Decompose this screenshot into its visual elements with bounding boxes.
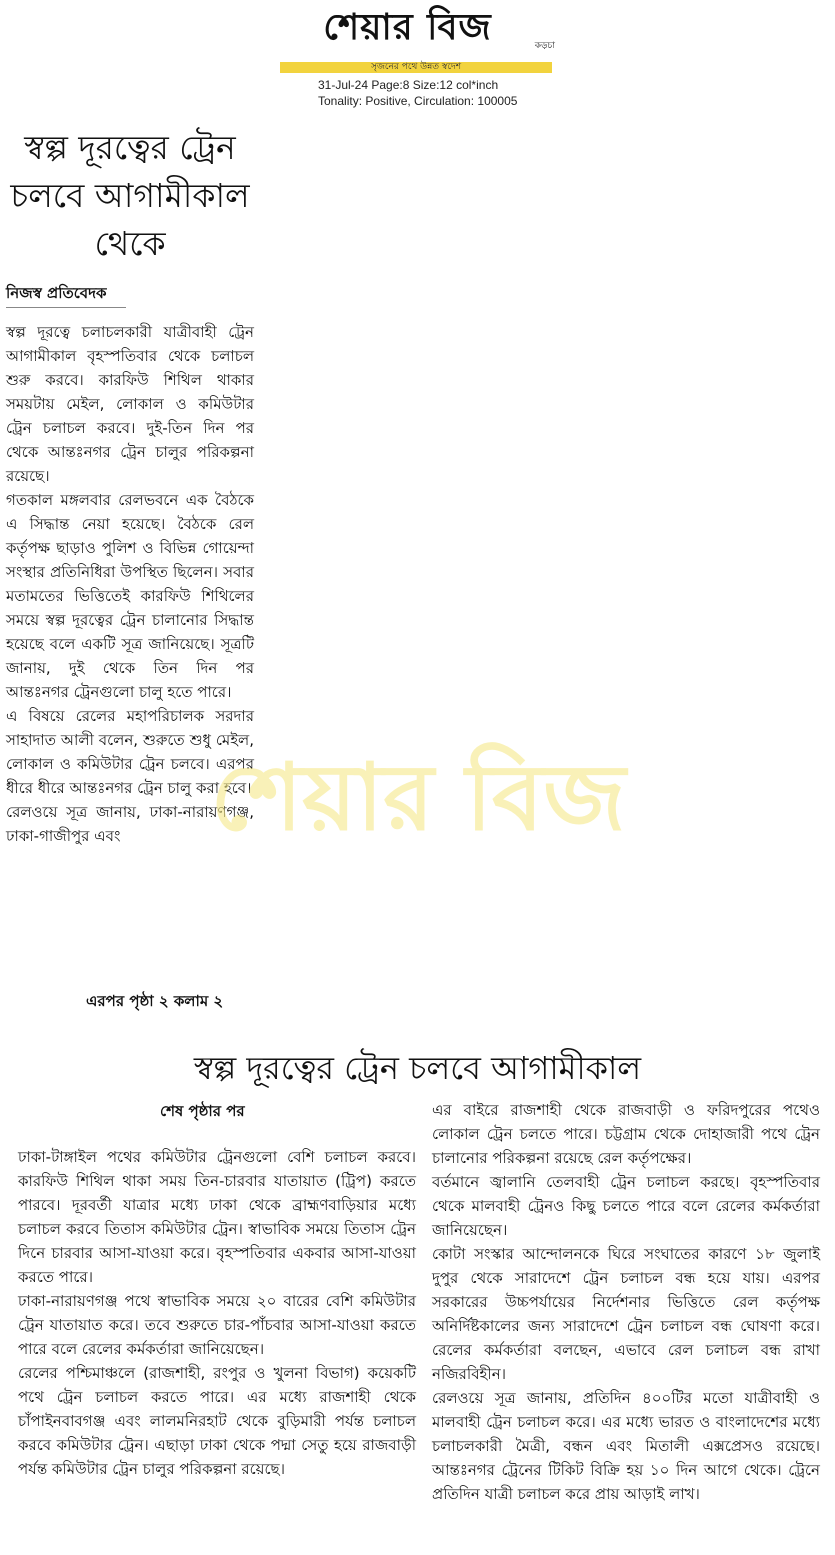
watermark-logo: শেয়ার বিজ	[210, 744, 626, 851]
clip-metadata	[318, 77, 517, 109]
article-body	[6, 320, 254, 848]
article-paragraph: গতকাল মঙ্গলবার রেলভবনে এক বৈঠকে এ সিদ্ধান্ত নেয়া হয়েছে। বৈঠকে রেল কর্তৃপক্ষ ছাড়াও পুলিশ ও বিভিন্ন গোয়েন্দা সংস্থার প্রতিনিধিরা উপস্থিত ছিলেন। সবার মতামতের ভিত্তিতেই কারফিউ শিথিলের সময়ে স্বল্প দূরত্বের ট্রেন চালানোর সিদ্ধান্ত হয়েছে বলে একটি সূত্র জানিয়েছে। সূত্রটি জানায়, দুই থেকে তিন দিন পর আন্তঃনগর ট্রেনগুলো চালু হতে পারে।	[6, 491, 254, 701]
continued-paragraph: এর বাইরে রাজশাহী থেকে রাজবাড়ী ও ফরিদপুরের পথেও লোকাল ট্রেন চলতে পারে। চট্টগ্রাম থেকে দোহাজারী পথে ট্রেন চালানোর পরিকল্পনা রয়েছে রেল কর্তৃপক্ষের।	[432, 1101, 820, 1167]
article-paragraph: স্বল্প দূরত্বে চলাচলকারী যাত্রীবাহী ট্রেন আগামীকাল বৃহস্পতিবার থেকে চলাচল শুরু করবে। কারফিউ শিথিল থাকার সময়টায় মেইল, লোকাল ও কমিউটার ট্রেন চলাচল করবে। দুই-তিন দিন পর থেকে আন্তঃনগর ট্রেন চালুর পরিকল্পনা রয়েছে।	[6, 323, 254, 485]
article-paragraph: এ বিষয়ে রেলের মহাপরিচালক সরদার সাহাদাত আলী বলেন, শুরুতে শুধু মেইল, লোকাল ও কমিউটার ট্রেন চলবে। এরপর ধীরে ধীরে আন্তঃনগর ট্রেন চালু করা হবে।	[6, 707, 254, 797]
continued-paragraph: বর্তমানে জ্বালানি তেলবাহী ট্রেন চলাচল করছে। বৃহস্পতিবার থেকে মালবাহী ট্রেনও কিছু চলতে পারে বলে রেলের কর্মকর্তারা জানিয়েছেন।	[432, 1173, 820, 1239]
continuation-note: এরপর পৃষ্ঠা ২ কলাম ২	[86, 992, 224, 1010]
byline-divider	[6, 307, 126, 308]
continued-from-label: শেষ পৃষ্ঠার পর	[160, 1102, 245, 1120]
continued-right-column	[432, 1098, 820, 1506]
continued-paragraph: রেলের পশ্চিমাঞ্চলে (রাজশাহী, রংপুর ও খুলনা বিভাগ) কয়েকটি পথে ট্রেন চলাচল করতে পারে। এর মধ্যে রাজশাহী থেকে চাঁপাইনবাবগঞ্জ এবং লালমনিরহাট থেকে বুড়িমারী পর্যন্ত চলাচল করবে কমিউটার ট্রেন। এছাড়া ঢাকা থেকে পদ্মা সেতু হয়ে রাজবাড়ী পর্যন্ত কমিউটার ট্রেন চালুর পরিকল্পনা রয়েছে।	[18, 1364, 416, 1478]
clip-meta-line-1: 31-Jul-24 Page:8 Size:12 col*inch	[318, 78, 499, 92]
article-headline: স্বল্প দূরত্বের ট্রেন চলবে আগামীকাল থেকে	[10, 128, 250, 263]
byline: নিজস্ব প্রতিবেদক	[6, 284, 107, 302]
continued-paragraph: ঢাকা-টাঙ্গাইল পথের কমিউটার ট্রেনগুলো বেশি চলাচল করবে। কারফিউ শিথিল থাকা সময় তিন-চারবার যাতায়াত (ট্রিপ) করতে পারবে। দূরবর্তী যাত্রার মধ্যে ঢাকা থেকে ব্রাহ্মণবাড়িয়ার মধ্যে চলাচল করবে তিতাস কমিউটার ট্রেন। স্বাভাবিক সময়ে তিতাস ট্রেন দিনে চারবার আসা-যাওয়া করে। বৃহস্পতিবার একবার আসা-যাওয়া করতে পারে।	[18, 1148, 416, 1286]
continued-headline: স্বল্প দূরত্বের ট্রেন চলবে আগামীকাল	[193, 1049, 642, 1087]
continued-left-column	[18, 1145, 416, 1481]
logo-suffix: কড়চা	[534, 41, 555, 51]
masthead	[280, 6, 555, 74]
clip-meta-line-2: Tonality: Positive, Circulation: 100005	[318, 94, 518, 108]
continued-paragraph: ঢাকা-নারায়ণগঞ্জ পথে স্বাভাবিক সময়ে ২০ বারের বেশি কমিউটার ট্রেন যাতায়াত করে। তবে শুরুতে চার-পাঁচবার আসা-যাওয়া করতে পারে বলে রেলের কর্মকর্তারা জানিয়েছেন।	[18, 1292, 416, 1358]
tagline: সৃজনের পথে উন্নত স্বদেশ	[370, 62, 462, 72]
continued-paragraph: রেলওয়ে সূত্র জানায়, প্রতিদিন ৪০০টির মতো যাত্রীবাহী ও মালবাহী ট্রেন চলাচল করে। এর মধ্যে ভারত ও বাংলাদেশের মধ্যে চলাচলকারী মৈত্রী, বন্ধন এবং মিতালী এক্সপ্রেসও রয়েছে। আন্তঃনগর ট্রেনের টিকিট বিক্রি হয় ১০ দিন আগে থেকে। ট্রেনে প্রতিদিন যাত্রী চলাচল করে প্রায় আড়াই লাখ।	[432, 1389, 820, 1503]
article-paragraph: রেলওয়ে সূত্র জানায়, ঢাকা-নারায়ণগঞ্জ, ঢাকা-গাজীপুর এবং	[6, 803, 254, 845]
newspaper-logo: শেয়ার বিজ	[323, 7, 492, 48]
continued-paragraph: কোটা সংস্কার আন্দোলনকে ঘিরে সংঘাতের কারণে ১৮ জুলাই দুপুর থেকে সারাদেশে ট্রেন চলাচল বন্ধ হয়ে যায়। এরপর সরকারের উচ্চপর্যায়ের নির্দেশনার ভিত্তিতে রেল কর্তৃপক্ষ অনির্দিষ্টকালের জন্য সারাদেশে ট্রেন চলাচল বন্ধ ঘোষণা করে। রেলের কর্মকর্তারা বলছেন, এভাবে রেল চলাচল বন্ধ রাখা নজিরবিহীন।	[432, 1245, 820, 1383]
